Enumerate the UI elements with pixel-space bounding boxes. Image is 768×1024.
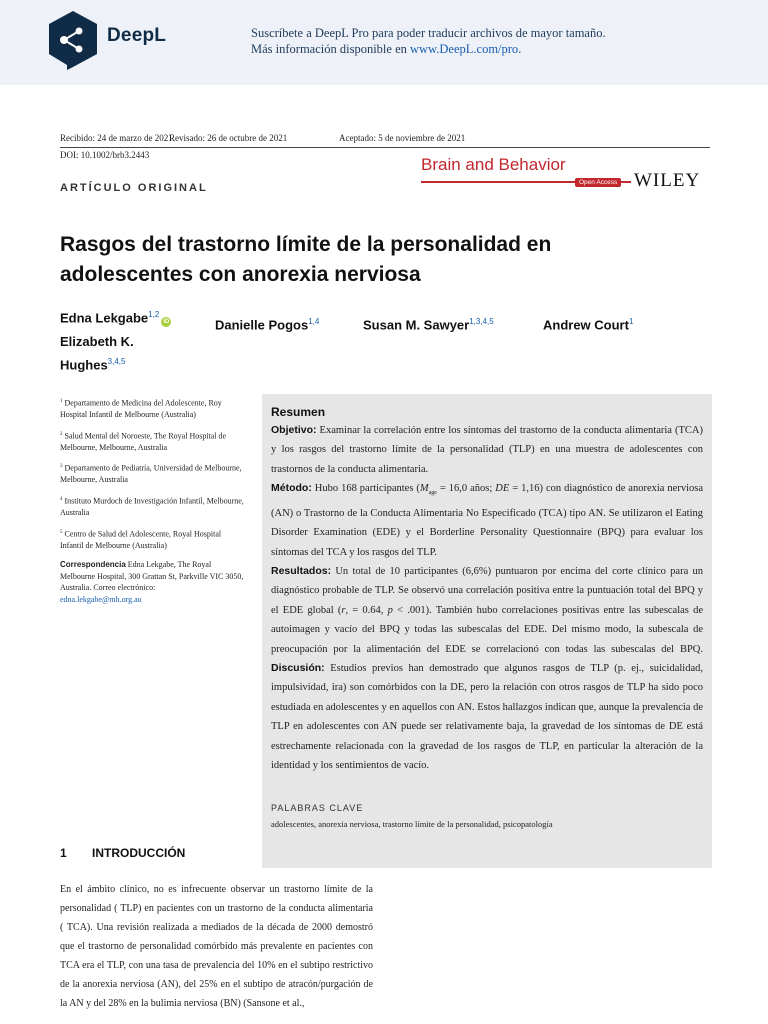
affil-text: Centro de Salud del Adolescente, Royal Hospital Infantil de Melbourne (Australia)	[60, 529, 222, 550]
results-text-b: , = 0.64,	[345, 604, 388, 616]
accepted-date: Aceptado: 5 de noviembre de 2021	[339, 133, 466, 143]
correspondence-email[interactable]: edna.lekgabe@mh.org.au	[60, 594, 142, 604]
affiliation-5	[60, 527, 245, 552]
affil-sup: 3	[60, 464, 63, 470]
correspondence-label: Correspondencia	[60, 560, 126, 570]
article-type: ARTÍCULO ORIGINAL	[60, 182, 208, 194]
revised-date: Revisado: 26 de octubre de 2021	[169, 133, 288, 143]
banner-line-2	[251, 41, 606, 57]
author-name: Danielle Pogos	[215, 317, 309, 333]
abstract-box	[262, 394, 712, 868]
affiliation-2	[60, 429, 245, 454]
affil-sup: 5	[60, 529, 63, 535]
method-label: Método:	[271, 482, 312, 495]
author-affil-sup: 1,2	[148, 310, 160, 319]
banner-message	[251, 25, 606, 57]
section-number: 1	[60, 846, 67, 860]
journal-name: Brain and Behavior	[421, 155, 566, 174]
affil-sup: 4	[60, 496, 63, 502]
deepl-brand-name: DeepL	[107, 25, 167, 46]
author-5-line-2[interactable]	[60, 357, 125, 372]
affil-text: Instituto Murdoch de Investigación Infantil, Melbourne, Australia	[60, 496, 244, 518]
banner-line-1: Suscríbete a DeepL Pro para poder traducir archivos de mayor tamaño.	[251, 26, 606, 40]
affiliations	[60, 396, 245, 613]
abstract-method	[271, 479, 703, 562]
section-title: INTRODUCCIÓN	[92, 846, 186, 860]
deepl-logo-icon	[47, 10, 99, 70]
abstract-body	[271, 403, 703, 775]
deepl-banner	[0, 0, 768, 85]
author-3[interactable]	[363, 317, 494, 332]
author-1[interactable]	[60, 310, 171, 327]
discussion-text: Estudios previos han demostrado que algunos rasgos de TLP (p. ej., suicidalidad, impulsividad, ira) son comórbidos con la DE, pero la relación con otros rasgos de TLP ha sido poco estudiada en adolescentes y en aquellos con AN. Estos hallazgos indican que, aunque la prevalencia de TLP en adolescentes con AN puede ser relativamente baja, la gravedad de los síntomas de DE está estrechamente relacionada con la gravedad de los rasgos de TLP, en particular la alteración de la identidad y los sentimientos de vacío.	[271, 662, 703, 771]
abstract-results	[271, 562, 703, 775]
discussion-label: Discusión:	[271, 661, 325, 674]
affiliation-3	[60, 461, 245, 486]
method-text-c: = 1,16) con diagnóstico de anorexia nerviosa (AN) o Trastorno de la Conducta Alimentaria No Especificado (TCA) tipo AN. Se utilizaron el Eating Disorder Examination (EDE) y el Borderline Personality Questionnaire (BPQ) para evaluar los síntomas del TCA y los rasgos del TLP.	[271, 483, 703, 558]
doi[interactable]: DOI: 10.1002/brb3.2443	[60, 150, 150, 160]
correspondence	[60, 559, 245, 605]
keywords-list: adolescentes, anorexia nerviosa, trastorno límite de la personalidad, psicopatología	[271, 819, 553, 829]
author-affil-sup: 1,3,4,5	[469, 317, 494, 326]
author-name: Edna Lekgabe	[60, 310, 149, 326]
method-m-sub: age	[428, 490, 437, 497]
objective-label: Objetivo:	[271, 424, 317, 436]
affil-text: Departamento de Medicina del Adolescente, Roy Hospital Infantil de Melbourne (Australia)	[60, 398, 222, 420]
section-heading	[60, 846, 185, 860]
results-p: p	[387, 604, 393, 616]
header-rule	[60, 147, 710, 148]
introduction-text: En el ámbito clínico, no es infrecuente observar un trastorno límite de la personalidad ( TLP) en pacientes con un trastorno de la conducta alimentaria ( TCA). Una revisión realizada a mediados de la década de 2000 demostró que el trastorno de personalidad comórbido más prevalente en pacientes con TCA era el TLP, con una tasa de prevalencia del 10% en el subtipo restrictivo de la anorexia nerviosa (AN), del 25% en el subtipo de atracón/purgación de la AN y del 28% en la bulimia nerviosa (BN) (Sansone et al.,	[60, 884, 373, 1009]
author-name: Elizabeth K.	[60, 334, 134, 349]
results-label: Resultados:	[271, 564, 332, 577]
publisher-logo: WILEY	[634, 170, 701, 191]
author-name: Susan M. Sawyer	[363, 317, 470, 333]
affil-sup: 2	[60, 431, 63, 437]
correspondence-text: Edna Lekgabe, The Royal Melbourne Hospital, 300 Grattan St, Parkville VIC 3050, Australia. Correo electrónico:	[60, 560, 244, 593]
deepl-pro-link[interactable]: www.DeepL.com/pro	[410, 42, 519, 56]
results-text-c: < .001). También hubo correlaciones positivas entre las subescalas de autoimagen y vacío del BPQ y todas las subescalas del EDE. Del mismo modo, la subescala de preocupación por la alimentación del EDE se correlacionó con todas las subescalas del BPQ.	[271, 604, 704, 655]
method-m: M	[419, 483, 429, 495]
author-name: Hughes	[60, 357, 108, 373]
author-name: Andrew Court	[543, 317, 629, 333]
method-text-a: Hubo 168 participantes (	[311, 483, 420, 495]
author-2[interactable]	[215, 317, 319, 332]
results-text-a: Un total de 10 participantes (6,6%) puntuaron por encima del corte clínico para un diagnóstico probable de TLP. Se observó una correlación positiva entre la puntuación total del BPQ y el EDE global (	[271, 565, 703, 616]
affiliation-1	[60, 396, 245, 421]
keywords-heading: PALABRAS CLAVE	[271, 803, 364, 813]
affil-sup: 1	[60, 399, 63, 404]
method-text-b: = 16,0 años;	[436, 483, 496, 495]
abstract-objective	[271, 421, 703, 479]
banner-line-2-suffix: .	[518, 42, 522, 56]
orcid-icon[interactable]: iD	[163, 319, 170, 326]
author-4[interactable]	[543, 317, 633, 332]
author-affil-sup: 1	[628, 317, 634, 326]
author-5-line-1[interactable]	[60, 334, 134, 349]
received-date: Recibido: 24 de marzo de 2021	[60, 133, 173, 143]
author-affil-sup: 1,4	[308, 317, 320, 326]
open-access-badge: Open Access	[575, 178, 621, 187]
affil-text: Departamento de Pediatría, Universidad de Melbourne, Melbourne, Australia	[60, 463, 242, 485]
method-de: DE	[495, 483, 510, 495]
results-r: r	[341, 604, 346, 616]
affil-text: Salud Mental del Noroeste, The Royal Hospital de Melbourne, Melbourne, Australia	[60, 431, 227, 452]
abstract-heading: Resumen	[271, 405, 326, 419]
affiliation-4	[60, 494, 245, 519]
banner-line-2-prefix: Más información disponible en	[251, 42, 410, 56]
author-affil-sup: 3,4,5	[107, 357, 126, 366]
objective-text: Examinar la correlación entre los síntomas del trastorno de la conducta alimentaria (TCA) y los rasgos del trastorno límite de la personalidad (TLP) en una muestra de adolescentes con trastornos de la conducta alimentaria.	[271, 425, 703, 475]
article-title: Rasgos del trastorno límite de la personalidad en adolescentes con anorexia nerviosa	[60, 233, 552, 286]
